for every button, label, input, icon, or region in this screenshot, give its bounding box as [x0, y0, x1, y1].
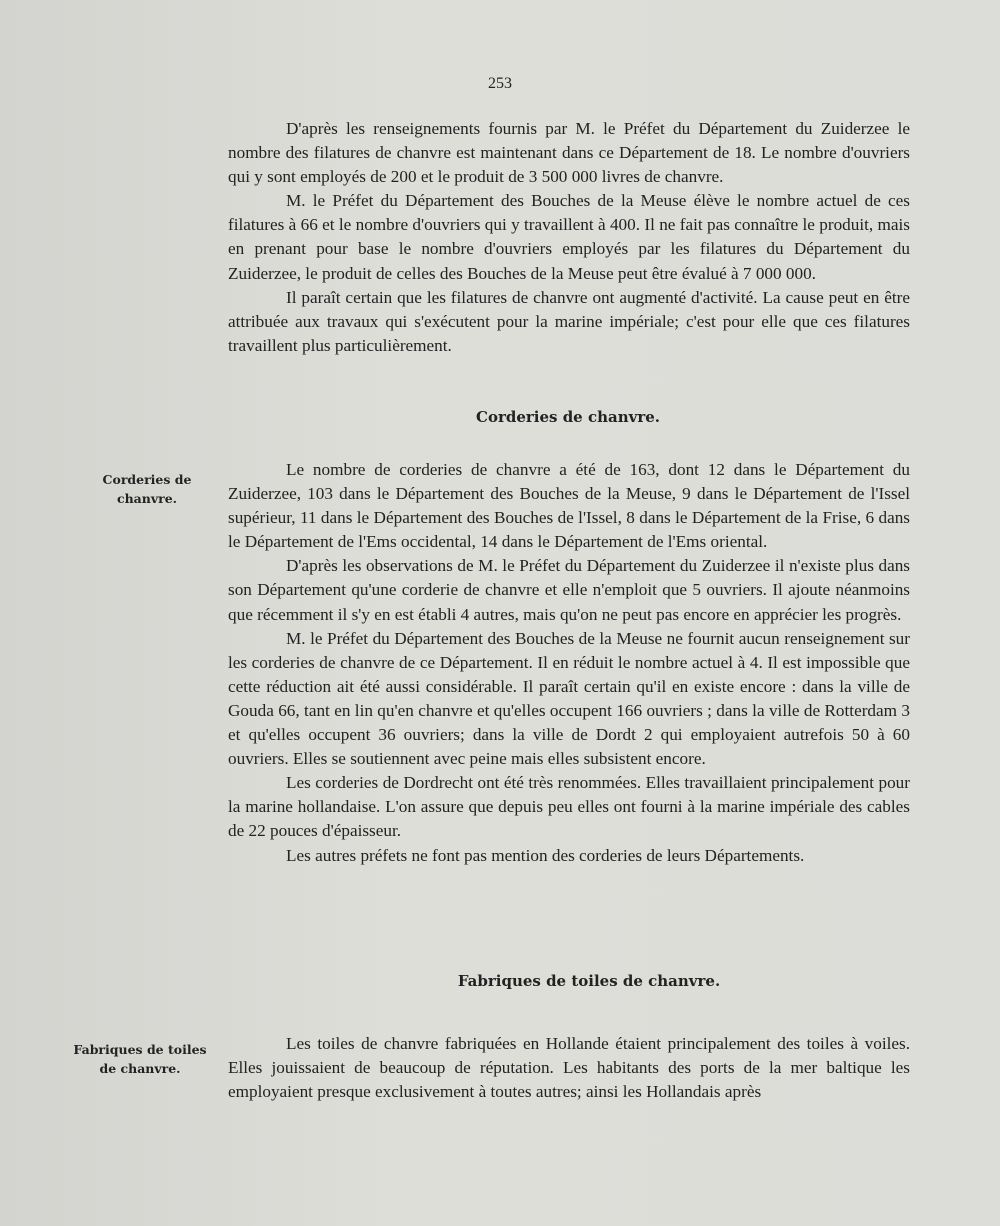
paragraph: M. le Préfet du Département des Bouches de la Meuse ne fournit aucun renseignement sur les corderies de chanvre de ce Département. Il en réduit le nombre actuel à 4. Il est impossible que cette réduction ait été aussi considérable. Il paraît certain qu'il en existe encore : dans la ville de Gouda 66, tant en lin qu'en chanvre et qu'elles occupent 166 ouvriers ; dans la ville de Rotterdam 3 et qu'elles occupent 36 ouvriers; dans la ville de Dordt 2 qui employaient autrefois 50 à 60 ouvriers. Elles se soutiennent avec peine mais elles subsistent encore.: [228, 628, 910, 769]
paragraph: D'après les renseignements fournis par M. le Préfet du Département du Zuiderzee le nombre des filatures de chanvre est maintenant dans ce Département de 18. Le nombre d'ouvriers qui y sont employés de 200 et le produit de 3 500 000 livres de chanvre.: [228, 119, 910, 187]
margin-note-fabriques: Fabriques de toiles de chanvre.: [73, 1042, 207, 1076]
page-number: 253: [488, 75, 512, 92]
section-filatures: [228, 117, 910, 358]
margin-note-corderies: Corderies de chanvre.: [102, 472, 192, 506]
paragraph: D'après les observations de M. le Préfet du Département du Zuiderzee il n'existe plus dans son Département qu'une corderie de chanvre et elle n'emploit que 5 ouvriers. Il ajoute néanmoins que récemment il s'y en est établi 4 autres, mais qu'on ne peut pas encore en apprécier les progrès.: [228, 556, 910, 624]
section-heading-corderies: Corderies de chanvre.: [476, 408, 660, 426]
paragraph: Les autres préfets ne font pas mention des corderies de leurs Départements.: [286, 845, 805, 865]
paragraph: Le nombre de corderies de chanvre a été de 163, dont 12 dans le Département du Zuiderzee, 103 dans le Département des Bouches de la Meuse, 9 dans le Département de l'Issel supérieur, 11 dans le Département des Bouches de l'Issel, 8 dans le Département de la Frise, 6 dans le Département de l'Ems occidental, 14 dans le Département de l'Ems oriental.: [228, 460, 910, 552]
paragraph: Les corderies de Dordrecht ont été très renommées. Elles travaillaient principalement pour la marine hollandaise. L'on assure que depuis peu elles ont fourni à la marine impériale des cables de 22 pouces d'épaisseur.: [228, 773, 910, 841]
paragraph: M. le Préfet du Département des Bouches de la Meuse élève le nombre actuel de ces filatures à 66 et le nombre d'ouvriers qui y travaillent à 400. Il ne fait pas connaître le produit, mais en prenant pour base le nombre d'ouvriers employés par les filatures du Département du Zuiderzee, le produit de celles des Bouches de la Meuse peut être évalué à 7 000 000.: [228, 191, 910, 283]
paragraph: Les toiles de chanvre fabriquées en Hollande étaient principalement des toiles à voiles. Elles jouissaient de beaucoup de réputation. Les habitants des ports de la mer baltique les employaient presque exclusivement à toutes autres; ainsi les Hollandais après: [228, 1034, 910, 1102]
section-corderies: [228, 458, 910, 868]
paragraph: Il paraît certain que les filatures de chanvre ont augmenté d'activité. La cause peut en être attribuée aux travaux qui s'exécutent pour la marine impériale; c'est pour elle que ces filatures travaillent plus particulièrement.: [228, 287, 910, 355]
section-fabriques: [228, 1032, 910, 1104]
section-heading-fabriques: Fabriques de toiles de chanvre.: [457, 972, 721, 990]
